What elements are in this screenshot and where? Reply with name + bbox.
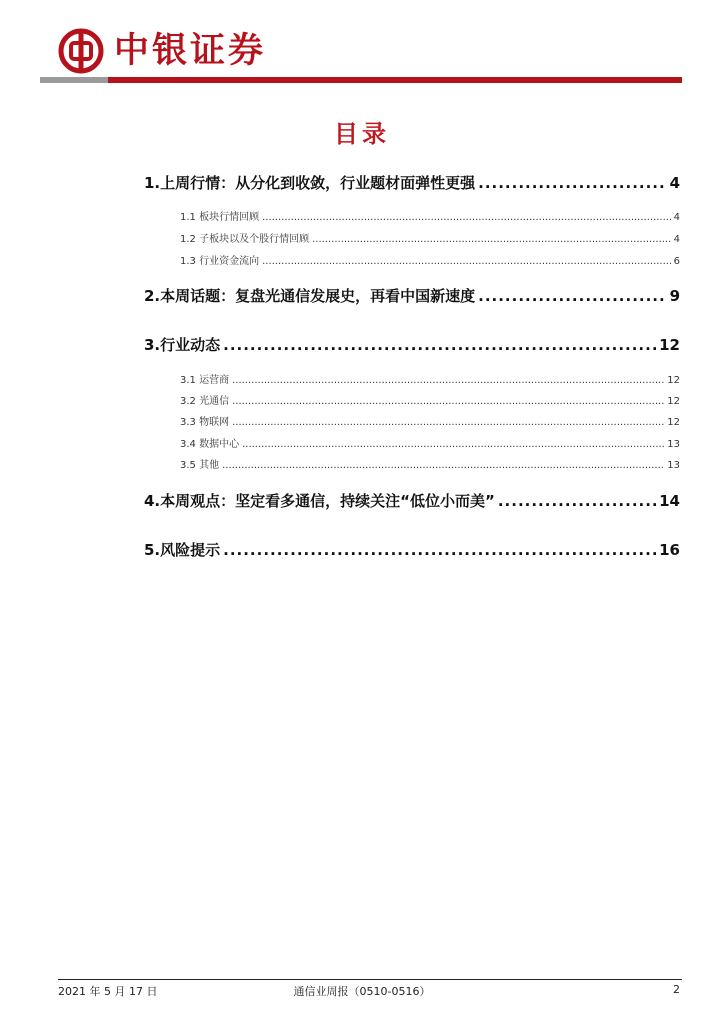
toc-entry-label: 4.本周观点：坚定看多通信，持续关注“低位小而美” [144, 492, 495, 510]
toc-leader-dots [478, 174, 666, 192]
toc-entry-page: 12 [659, 336, 680, 354]
toc-entry-page: 12 [667, 375, 680, 386]
toc-entry-page: 6 [673, 256, 680, 267]
toc-entry-page: 4 [673, 234, 680, 245]
toc-entry-page: 12 [667, 396, 680, 407]
toc-entry[interactable] [144, 172, 680, 193]
toc-entry[interactable] [180, 413, 680, 428]
toc-entry[interactable] [180, 230, 680, 245]
toc-leader-dots [498, 492, 656, 510]
toc-entry-label: 3.3 物联网 [180, 417, 230, 428]
toc-leader-dots [223, 541, 656, 559]
brand-logo [58, 28, 266, 74]
toc-entry-label: 3.2 光通信 [180, 396, 230, 407]
toc-entry[interactable] [180, 208, 680, 223]
toc-leader-dots [232, 417, 664, 428]
footer-report-name: 通信业周报（0510-0516） [293, 985, 431, 998]
footer-date: 2021 年 5 月 17 日 [58, 985, 158, 998]
bank-of-china-logo-icon [58, 28, 104, 74]
toc-leader-dots [262, 256, 671, 267]
toc-entry[interactable] [180, 435, 680, 450]
footer-page-number: 2 [673, 983, 680, 996]
toc-leader-dots [312, 234, 671, 245]
toc-entry-label: 2.本周话题：复盘光通信发展史，再看中国新速度 [144, 287, 476, 305]
header-rule-accent [40, 77, 108, 83]
toc-entry-page: 14 [659, 492, 680, 510]
toc-entry[interactable] [180, 252, 680, 267]
toc-leader-dots [222, 460, 664, 471]
toc-entry[interactable] [144, 285, 680, 306]
toc-entry-label: 3.5 其他 [180, 460, 220, 471]
toc-leader-dots [232, 396, 664, 407]
toc-entry-label: 5.风险提示 [144, 541, 221, 559]
toc-entry-label: 1.1 板块行情回顾 [180, 212, 260, 223]
toc-entry-label: 1.上周行情：从分化到收敛，行业题材面弹性更强 [144, 174, 476, 192]
footer-rule [58, 979, 682, 980]
toc-entry-page: 4 [669, 174, 680, 192]
toc-leader-dots [262, 212, 671, 223]
toc-entry-label: 3.行业动态 [144, 336, 221, 354]
header-rule [40, 77, 682, 83]
toc-entry-page: 13 [667, 439, 680, 450]
toc-entry-label: 1.2 子板块以及个股行情回顾 [180, 234, 310, 245]
toc-leader-dots [223, 336, 656, 354]
toc-leader-dots [232, 375, 664, 386]
toc-entry-label: 3.1 运营商 [180, 375, 230, 386]
toc-entry[interactable] [144, 490, 680, 511]
toc-entry[interactable] [144, 539, 680, 560]
toc-title: 目录 [334, 120, 390, 148]
toc-entry-page: 12 [667, 417, 680, 428]
toc-leader-dots [478, 287, 666, 305]
brand-name: 中银证券 [114, 30, 267, 71]
toc-entry[interactable] [180, 456, 680, 471]
toc-entry-page: 4 [673, 212, 680, 223]
toc-entry-label: 1.3 行业资金流向 [180, 256, 260, 267]
toc-entry-label: 3.4 数据中心 [180, 439, 240, 450]
toc-entry[interactable] [180, 392, 680, 407]
toc-entry[interactable] [144, 334, 680, 355]
toc-entry-page: 16 [659, 541, 680, 559]
toc-entry[interactable] [180, 371, 680, 386]
toc-leader-dots [242, 439, 664, 450]
toc-entry-page: 13 [667, 460, 680, 471]
toc-entry-page: 9 [669, 287, 680, 305]
